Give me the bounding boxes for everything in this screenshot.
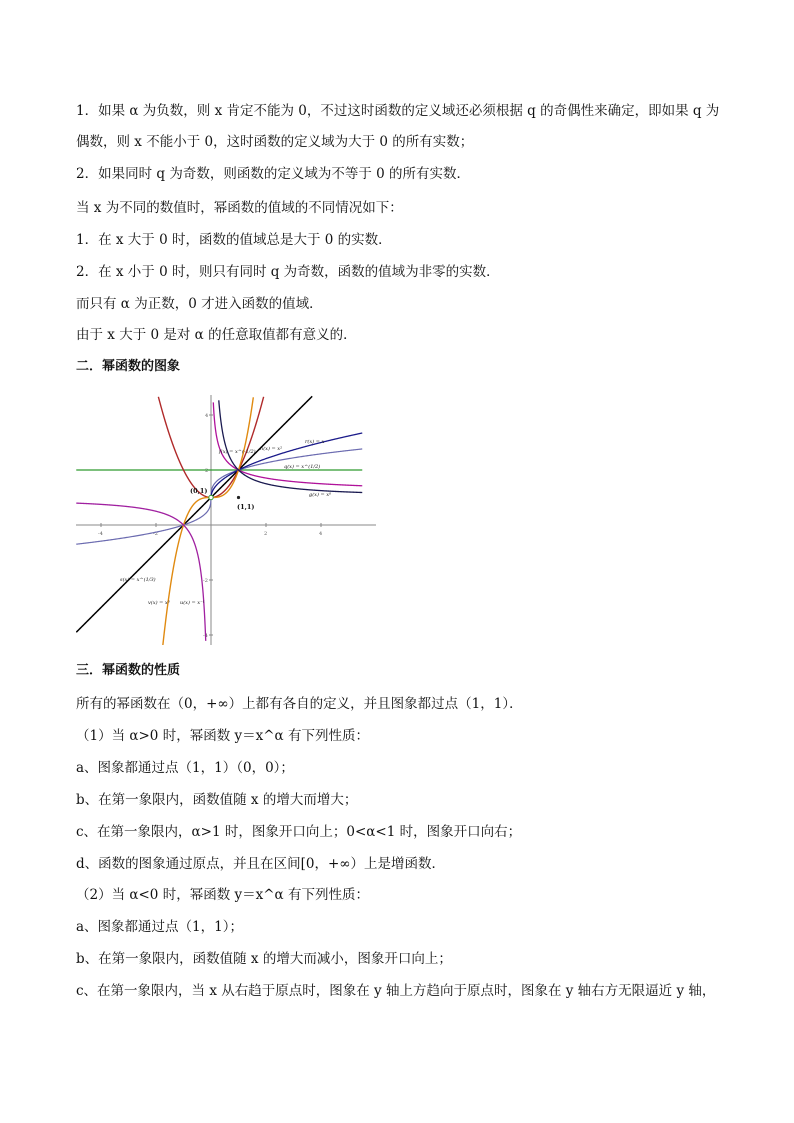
curve-label-q: q(x) = x^(1/2) <box>284 464 321 470</box>
tick-label: 4 <box>205 413 209 419</box>
text-line: 2．如果同时 q 为奇数，则函数的定义域为不等于 0 的所有实数． <box>76 166 470 182</box>
text-line: 所有的幂函数在（0，+∞）上都有各自的定义，并且图象都过点（1，1）． <box>76 696 523 712</box>
text-line: 1．如果 α 为负数，则 x 肯定不能为 0，不过这时函数的定义域还必须根据 q 的奇偶性来确定，即如果 q 为 <box>76 103 720 119</box>
text-line: 由于 x 大于 0 是对 α 的任意取值都有意义的． <box>76 327 357 343</box>
text-line: c、在第一象限内，α>1 时，图象开口向上；0<α<1 时，图象开口向右； <box>76 824 522 840</box>
text-line: d、函数的图象通过原点，并且在区间[0，+∞）上是增函数． <box>76 856 446 872</box>
tick-label: 4 <box>319 531 323 537</box>
text-line: a、图象都通过点（1，1）（0，0）； <box>76 760 294 776</box>
tick-label: -2 <box>203 578 208 584</box>
tick-label: -2 <box>153 531 158 537</box>
text-line: 偶数，则 x 不能小于 0，这时函数的定义域为大于 0 的所有实数； <box>76 134 474 150</box>
text-line: 当 x 为不同的数值时，幂函数的值域的不同情况如下： <box>76 200 403 216</box>
tick-label: -4 <box>98 531 103 537</box>
point-label: (0,1) <box>190 487 208 495</box>
text-line: c、在第一象限内，当 x 从右趋于原点时，图象在 y 轴上方趋向于原点时，图象在 y 轴右方无限逼近 y 轴， <box>76 983 716 999</box>
curve-label-v: v(x) = x³ <box>148 600 170 606</box>
text-line: 2．在 x 小于 0 时，则只有同时 q 为奇数，函数的值域为非零的实数． <box>76 264 500 280</box>
text-line: 而只有 α 为正数，0 才进入函数的值域． <box>76 296 323 312</box>
section-heading: 三．幂函数的性质 <box>76 663 181 678</box>
text-line: b、在第一象限内，函数值随 x 的增大而增大； <box>76 792 358 808</box>
curve-label-h: h(x) = x² <box>260 446 283 452</box>
tick-label: 2 <box>264 531 268 537</box>
curve-label-g: g(x) = x⁰ <box>309 492 332 498</box>
text-line: （1）当 α>0 时，幂函数 y＝x^α 有下列性质： <box>76 728 369 744</box>
power-function-graph <box>76 395 376 645</box>
point-1-1 <box>237 496 240 499</box>
section-heading: 二．幂函数的图象 <box>76 359 181 374</box>
point-label: (1,1) <box>237 503 255 511</box>
tick-label: -4 <box>203 633 208 639</box>
curve-label-s: s(x) = x^(1/3) <box>120 577 156 583</box>
curve-label-u: u(x) = x⁻¹ <box>180 600 205 606</box>
curve-label-r: r(x) = x <box>305 439 325 445</box>
text-line: （2）当 α<0 时，幂函数 y＝x^α 有下列性质： <box>76 887 369 903</box>
tick-label: 2 <box>205 468 209 474</box>
text-line: 1．在 x 大于 0 时，函数的值域总是大于 0 的实数． <box>76 232 392 248</box>
text-line: a、图象都通过点（1，1）； <box>76 919 243 935</box>
curve-label-f: f(x) = x^(-1/2) <box>219 449 256 455</box>
text-line: b、在第一象限内，函数值随 x 的增大而减小，图象开口向上； <box>76 951 452 967</box>
point-0-1 <box>209 495 213 499</box>
